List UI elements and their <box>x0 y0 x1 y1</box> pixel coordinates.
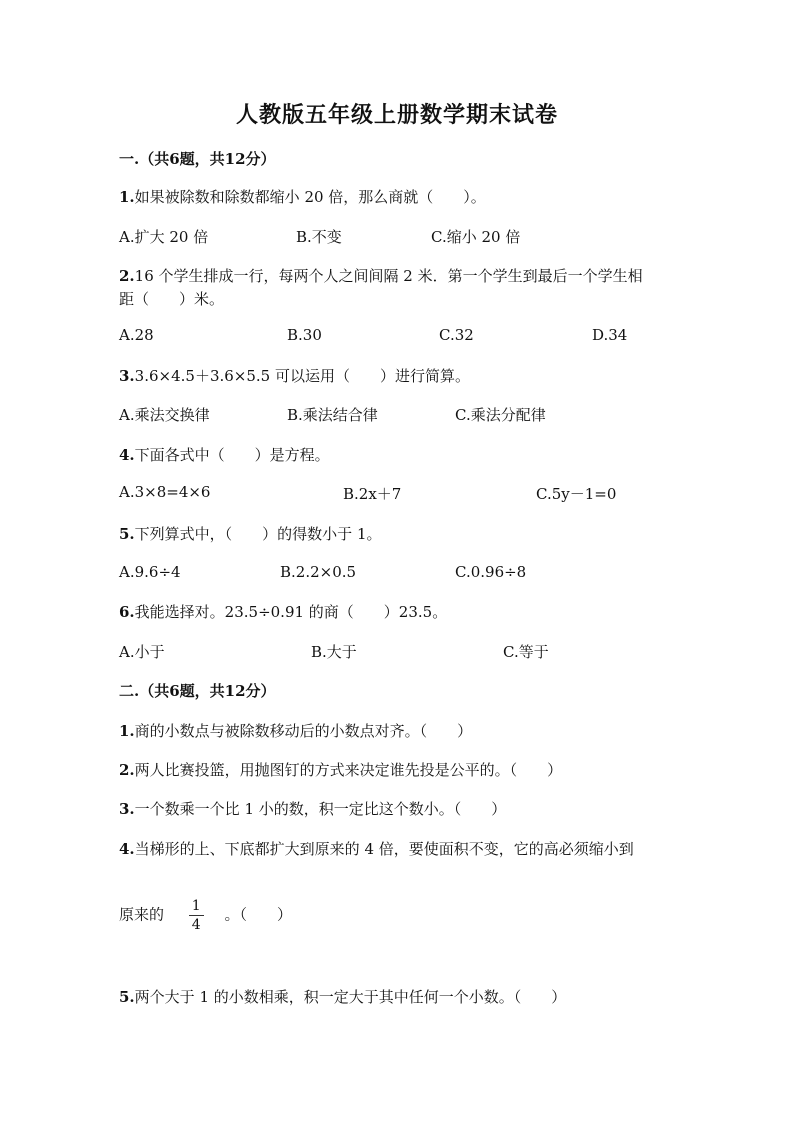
section-header: 二.（共6题，共12分） <box>119 682 276 700</box>
section-header: 一.（共6题，共12分） <box>119 150 276 168</box>
question-number: 5. <box>119 525 135 543</box>
question-text: 3.6×4.5＋3.6×5.5 可以运用（ ）进行简算。 <box>134 367 470 385</box>
option[interactable]: C.0.96÷8 <box>455 563 527 581</box>
question <box>119 798 506 819</box>
option[interactable]: C.缩小 20 倍 <box>431 228 521 246</box>
question <box>119 265 643 286</box>
question-text: 下面各式中（ ）是方程。 <box>134 446 330 464</box>
question <box>119 523 382 544</box>
fraction-numerator: 1 <box>191 898 201 914</box>
option[interactable]: A.28 <box>119 326 154 344</box>
option[interactable]: C.乘法分配律 <box>455 406 546 424</box>
question-text: 当梯形的上、下底都扩大到原来的 4 倍，要使面积不变，它的高必须缩小到 <box>134 840 634 858</box>
question <box>119 838 634 859</box>
question-text: 。（ ） <box>224 905 293 924</box>
option[interactable]: D.34 <box>592 326 628 344</box>
question <box>119 365 470 386</box>
question <box>119 601 447 622</box>
option[interactable]: B.2x＋7 <box>343 485 402 503</box>
question-text: 商的小数点与被除数移动后的小数点对齐。（ ） <box>134 722 473 740</box>
option[interactable]: B.2.2×0.5 <box>280 563 357 581</box>
option[interactable]: B.大于 <box>311 643 357 661</box>
question-text: 我能选择对。23.5÷0.91 的商（ ）23.5。 <box>134 603 448 621</box>
question-number: 3. <box>119 800 135 818</box>
question-number: 2. <box>119 267 135 285</box>
question-text: 下列算式中，（ ）的得数小于 1。 <box>134 525 382 543</box>
option[interactable]: C.5y－1=0 <box>536 485 617 503</box>
page-title: 人教版五年级上册数学期末试卷 <box>235 102 558 128</box>
question <box>119 986 566 1007</box>
question-number: 4. <box>119 840 135 858</box>
option[interactable]: A.9.6÷4 <box>119 563 181 581</box>
question-number: 4. <box>119 446 135 464</box>
option[interactable]: B.30 <box>287 326 322 344</box>
option[interactable]: A.3×8=4×6 <box>119 483 211 501</box>
question-text: 一个数乘一个比 1 小的数，积一定比这个数小。（ ） <box>134 800 507 818</box>
fraction <box>189 898 204 933</box>
question-number: 3. <box>119 367 135 385</box>
question-text-continued <box>119 898 292 933</box>
option[interactable]: C.32 <box>439 326 474 344</box>
question-text: 两个大于 1 的小数相乘，积一定大于其中任何一个小数。（ ） <box>134 988 567 1006</box>
option[interactable]: B.乘法结合律 <box>287 406 378 424</box>
option[interactable]: B.不变 <box>296 228 342 246</box>
question <box>119 720 472 741</box>
question-text-continued: 距（ ）米。 <box>119 290 225 308</box>
question-text: 如果被除数和除数都缩小 20 倍，那么商就（ ）。 <box>134 188 486 206</box>
question-number: 1. <box>119 722 135 740</box>
option[interactable]: A.扩大 20 倍 <box>119 228 209 246</box>
question-text: 两人比赛投篮，用抛图钉的方式来决定谁先投是公平的。（ ） <box>134 761 563 779</box>
question-text: 16 个学生排成一行，每两个人之间间隔 2 米．第一个学生到最后一个学生相 <box>134 267 643 285</box>
question-number: 5. <box>119 988 135 1006</box>
question <box>119 186 486 207</box>
option[interactable]: A.小于 <box>119 643 165 661</box>
question-number: 6. <box>119 603 135 621</box>
option[interactable]: C.等于 <box>503 643 549 661</box>
fraction-bar <box>189 915 204 916</box>
option[interactable]: A.乘法交换律 <box>119 406 210 424</box>
question-number: 2. <box>119 761 135 779</box>
fraction-denominator: 4 <box>191 917 201 933</box>
question <box>119 759 562 780</box>
question-number: 1. <box>119 188 135 206</box>
question <box>119 444 330 465</box>
question-text: 原来的 <box>119 905 165 924</box>
